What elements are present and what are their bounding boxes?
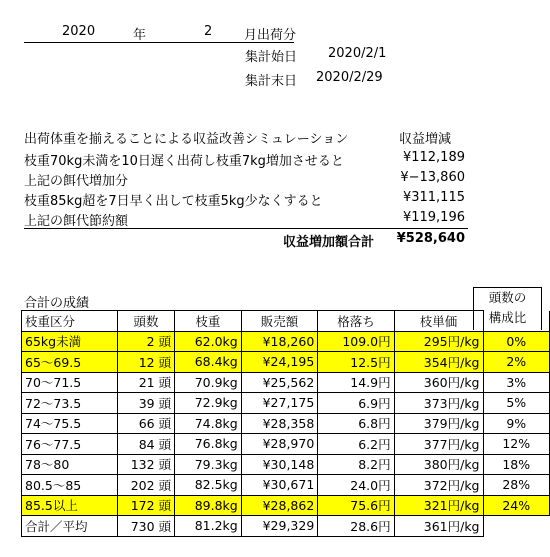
table-cell-cat: 65kg未満 xyxy=(22,331,118,352)
total-cell-sales: ¥29,329 xyxy=(241,516,318,537)
table-cell-ratio: 24% xyxy=(483,495,550,516)
table-cell-ratio: 9% xyxy=(483,413,550,434)
total-blank-cell xyxy=(483,516,550,537)
table-cell-heads: 132 頭 xyxy=(117,454,174,475)
end-date: 2020/2/29 xyxy=(316,70,383,85)
table-cell-heads: 21 頭 xyxy=(117,372,174,393)
table-cell-unit-price: 360円/kg xyxy=(394,372,483,393)
table-cell-ratio: 18% xyxy=(483,454,550,475)
table-cell-downgrade: 12.5円 xyxy=(318,352,394,373)
table-cell-cat: 80.5〜85 xyxy=(22,475,118,496)
table-cell-downgrade: 8.2円 xyxy=(318,454,394,475)
table-cell-unit-price: 377円/kg xyxy=(394,434,483,455)
table-cell-weight: 82.5kg xyxy=(175,475,242,496)
table-cell-weight: 74.8kg xyxy=(175,413,242,434)
table-cell-downgrade: 24.0円 xyxy=(318,475,394,496)
table-cell-unit-price: 373円/kg xyxy=(394,393,483,414)
results-table xyxy=(21,310,550,537)
table-cell-downgrade: 75.6円 xyxy=(318,495,394,516)
table-cell-cat: 76〜77.5 xyxy=(22,434,118,455)
table-cell-sales: ¥28,862 xyxy=(241,495,318,516)
header-year: 2020 xyxy=(62,24,96,39)
table-cell-cat: 85.5以上 xyxy=(22,495,118,516)
table-cell-sales: ¥30,148 xyxy=(241,454,318,475)
table-cell-downgrade: 14.9円 xyxy=(318,372,394,393)
table-row xyxy=(22,413,550,434)
table-cell-cat: 70〜71.5 xyxy=(22,372,118,393)
table-row xyxy=(22,352,550,373)
table-cell-unit-price: 379円/kg xyxy=(394,413,483,434)
table-cell-heads: 2 頭 xyxy=(117,331,174,352)
table-row xyxy=(22,393,550,414)
column-header: 枝重区分 xyxy=(22,311,118,332)
column-header: 枝単価 xyxy=(394,311,483,332)
table-cell-weight: 79.3kg xyxy=(175,454,242,475)
table-row xyxy=(22,434,550,455)
simulation-value-header: 収益増減 xyxy=(399,132,452,147)
table-cell-sales: ¥28,358 xyxy=(241,413,318,434)
table-cell-sales: ¥27,175 xyxy=(241,393,318,414)
table-row xyxy=(22,454,550,475)
table-cell-heads: 66 頭 xyxy=(117,413,174,434)
simulation-total-label: 収益増加額合計 xyxy=(283,235,375,250)
results-title: 合計の成績 xyxy=(24,296,90,311)
table-cell-unit-price: 295円/kg xyxy=(394,331,483,352)
table-cell-ratio: 12% xyxy=(483,434,550,455)
table-cell-cat: 78〜80 xyxy=(22,454,118,475)
table-cell-downgrade: 6.9円 xyxy=(318,393,394,414)
table-cell-weight: 68.4kg xyxy=(175,352,242,373)
table-cell-downgrade: 109.0円 xyxy=(318,331,394,352)
ratio-header-line2: 構成比 xyxy=(488,310,527,325)
table-cell-sales: ¥28,970 xyxy=(241,434,318,455)
start-date: 2020/2/1 xyxy=(328,46,387,61)
column-header: 枝重 xyxy=(175,311,242,332)
table-cell-heads: 202 頭 xyxy=(117,475,174,496)
total-cell-weight: 81.2kg xyxy=(175,516,242,537)
table-cell-heads: 84 頭 xyxy=(117,434,174,455)
table-cell-unit-price: 354円/kg xyxy=(394,352,483,373)
header-underline xyxy=(24,42,294,43)
table-cell-cat: 65〜69.5 xyxy=(22,352,118,373)
simulation-total-value: ¥528,640 xyxy=(396,231,465,246)
table-row xyxy=(22,331,550,352)
total-row xyxy=(22,516,550,537)
header-title: 月出荷分 xyxy=(244,28,297,43)
simulation-row-label: 上記の餌代節約額 xyxy=(24,214,129,229)
start-label: 集計始日 xyxy=(245,50,298,65)
ratio-header-line1: 頭数の xyxy=(488,290,527,305)
table-cell-downgrade: 6.8円 xyxy=(318,413,394,434)
table-row xyxy=(22,475,550,496)
table-cell-heads: 12 頭 xyxy=(117,352,174,373)
table-cell-heads: 39 頭 xyxy=(117,393,174,414)
table-cell-weight: 89.8kg xyxy=(175,495,242,516)
results-header-row xyxy=(22,311,550,332)
ratio-header-cell xyxy=(483,311,550,332)
table-cell-unit-price: 372円/kg xyxy=(394,475,483,496)
table-cell-unit-price: 321円/kg xyxy=(394,495,483,516)
table-cell-ratio: 0% xyxy=(483,331,550,352)
table-cell-heads: 172 頭 xyxy=(117,495,174,516)
simulation-row-value: ¥311,115 xyxy=(402,190,465,205)
table-cell-sales: ¥25,562 xyxy=(241,372,318,393)
simulation-divider xyxy=(24,228,468,229)
header-month: 2 xyxy=(204,24,213,39)
simulation-row-value: ¥119,196 xyxy=(402,210,465,225)
simulation-row-label: 枝重85kg超を7日早く出して枝重5kg少なくすると xyxy=(24,194,323,209)
table-cell-ratio: 3% xyxy=(483,372,550,393)
simulation-row-label: 上記の餌代増加分 xyxy=(24,174,129,189)
table-cell-weight: 72.9kg xyxy=(175,393,242,414)
column-header: 頭数 xyxy=(117,311,174,332)
table-cell-sales: ¥24,195 xyxy=(241,352,318,373)
header-year-unit: 年 xyxy=(133,28,147,43)
table-cell-unit-price: 380円/kg xyxy=(394,454,483,475)
total-cell-cat: 合計／平均 xyxy=(22,516,118,537)
column-header: 格落ち xyxy=(318,311,394,332)
table-cell-ratio: 5% xyxy=(483,393,550,414)
table-cell-weight: 70.9kg xyxy=(175,372,242,393)
end-label: 集計末日 xyxy=(245,74,298,89)
table-cell-cat: 72〜73.5 xyxy=(22,393,118,414)
table-cell-ratio: 2% xyxy=(483,352,550,373)
simulation-title: 出荷体重を揃えることによる収益改善シミュレーション xyxy=(24,132,349,147)
simulation-row-value: ¥112,189 xyxy=(402,150,465,165)
table-cell-weight: 76.8kg xyxy=(175,434,242,455)
total-cell-heads: 730 頭 xyxy=(117,516,174,537)
table-row xyxy=(22,372,550,393)
table-cell-weight: 62.0kg xyxy=(175,331,242,352)
total-cell-downgrade: 28.6円 xyxy=(318,516,394,537)
simulation-row-label: 枝重70kg未満を10日遅く出荷し枝重7kg増加させると xyxy=(24,154,344,169)
table-row xyxy=(22,495,550,516)
simulation-row-value: ¥−13,860 xyxy=(400,170,465,185)
table-cell-cat: 74〜75.5 xyxy=(22,413,118,434)
total-cell-unit-price: 361円/kg xyxy=(394,516,483,537)
column-header: 販売額 xyxy=(241,311,318,332)
table-cell-sales: ¥30,671 xyxy=(241,475,318,496)
table-cell-sales: ¥18,260 xyxy=(241,331,318,352)
table-cell-ratio: 28% xyxy=(483,475,550,496)
table-cell-downgrade: 6.2円 xyxy=(318,434,394,455)
